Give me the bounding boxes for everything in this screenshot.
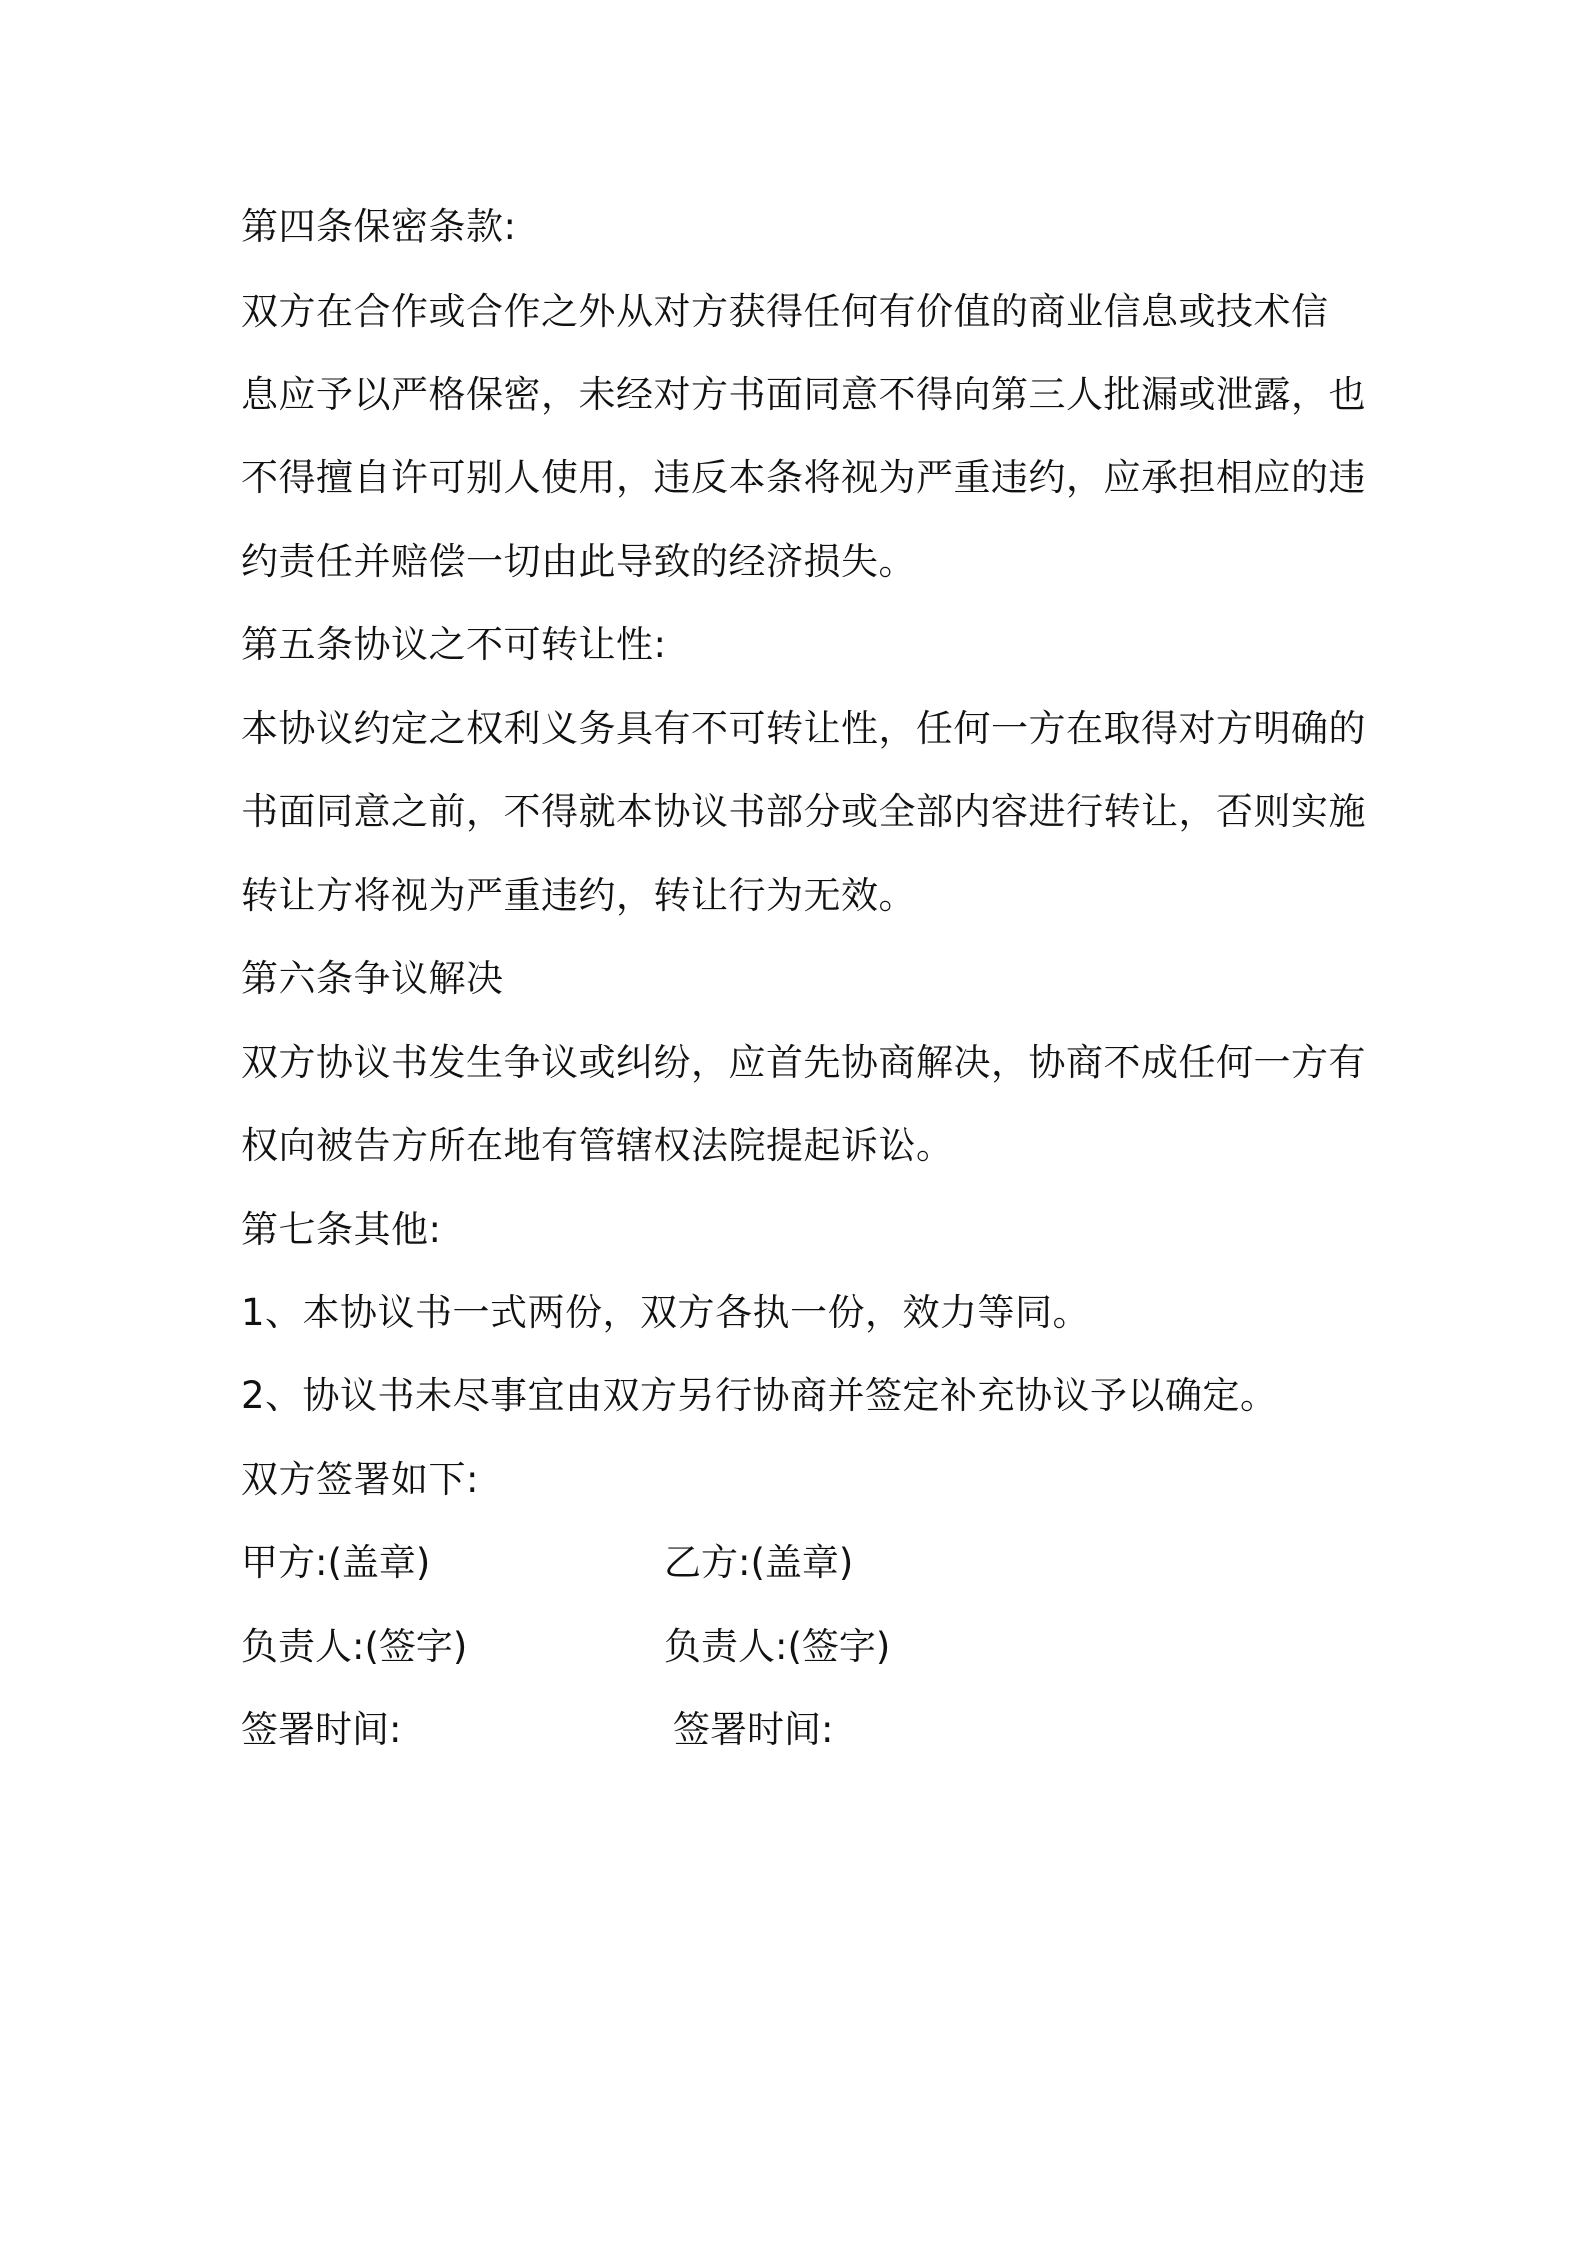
article4-heading: 第四条保密条款:: [241, 205, 517, 248]
article6-heading: 第六条争议解决: [241, 957, 504, 1000]
article4-line-3: 不得擅自许可别人使用，违反本条将视为严重违约，应承担相应的违: [241, 456, 1366, 499]
article7-heading: 第七条其他:: [241, 1208, 442, 1251]
article4-line-1: 双方在合作或合作之外从对方获得任何有价值的商业信息或技术信: [241, 290, 1329, 333]
party-a-seal: 甲方:(盖章): [241, 1541, 431, 1584]
article6-line-1: 双方协议书发生争议或纠纷，应首先协商解决，协商不成任何一方有: [241, 1041, 1366, 1084]
article5-line-1: 本协议约定之权利义务具有不可转让性，任何一方在取得对方明确的: [241, 707, 1366, 750]
article5-line-2: 书面同意之前，不得就本协议书部分或全部内容进行转让，否则实施: [241, 790, 1366, 833]
article5-heading: 第五条协议之不可转让性:: [241, 623, 667, 666]
party-a-date: 签署时间:: [241, 1708, 402, 1751]
article4-line-2: 息应予以严格保密，未经对方书面同意不得向第三人批漏或泄露，也: [241, 373, 1366, 416]
party-b-person: 负责人:(签字): [664, 1625, 891, 1668]
article7-item-1: 1、本协议书一式两份，双方各执一份，效力等同。: [241, 1291, 1091, 1334]
article4-line-4: 约责任并赔偿一切由此导致的经济损失。: [241, 540, 916, 583]
article6-line-2: 权向被告方所在地有管辖权法院提起诉讼。: [241, 1124, 954, 1167]
signature-intro: 双方签署如下:: [241, 1458, 479, 1501]
party-b-seal: 乙方:(盖章): [664, 1541, 854, 1584]
article7-item-2: 2、协议书未尽事宜由双方另行协商并签定补充协议予以确定。: [241, 1374, 1278, 1417]
party-b-date: 签署时间:: [673, 1708, 834, 1751]
party-a-person: 负责人:(签字): [241, 1625, 468, 1668]
article5-line-3: 转让方将视为严重违约，转让行为无效。: [241, 874, 916, 917]
